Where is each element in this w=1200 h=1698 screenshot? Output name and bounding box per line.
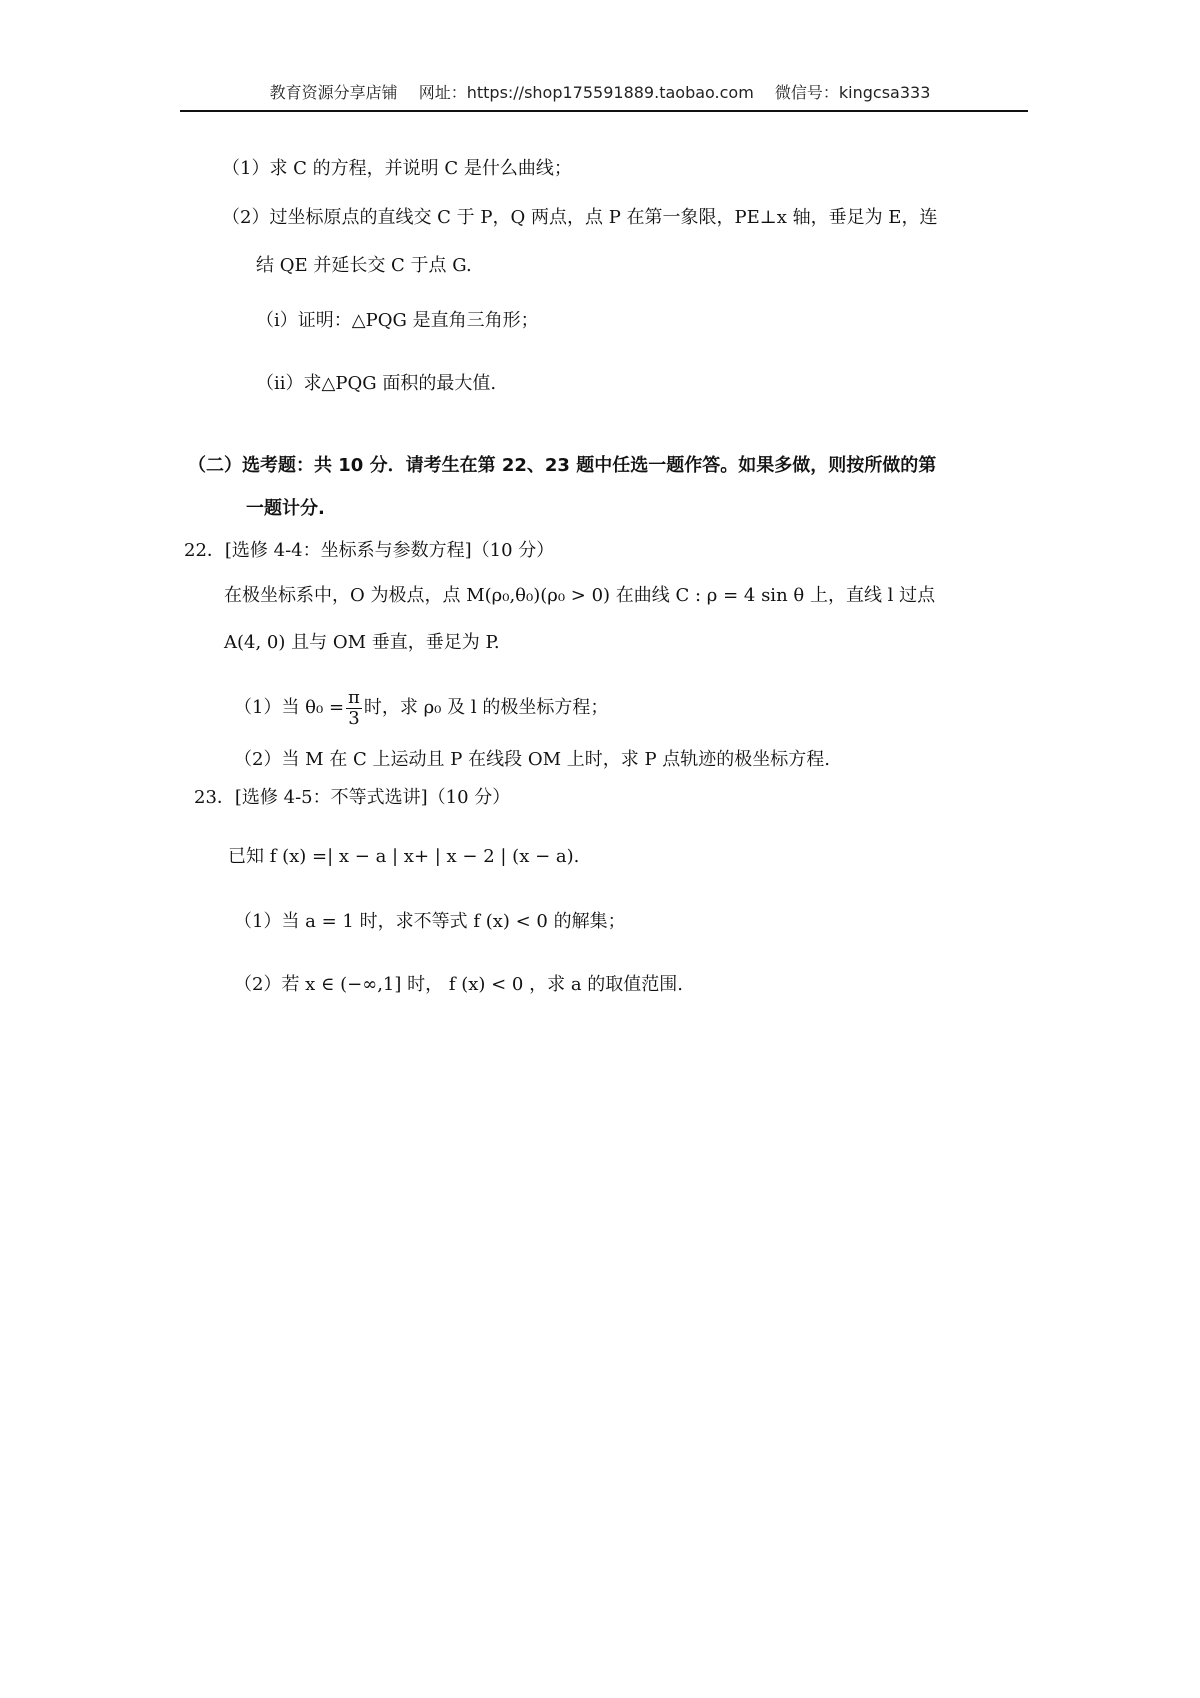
shop-name: 教育资源分享店铺 <box>269 83 398 102</box>
p22-part1-suffix: 时，求 ρ₀ 及 l 的极坐标方程； <box>363 697 609 718</box>
p22-stem-line2: A(4, 0) 且与 OM 垂直，垂足为 P. <box>224 632 500 653</box>
p21-part1: （1）求 C 的方程，并说明 C 是什么曲线； <box>222 158 572 179</box>
wechat-group <box>775 83 931 102</box>
p23-stem: 已知 f (x) =| x − a | x+ | x − 2 | (x − a). <box>228 846 580 867</box>
p21-sub-ii: （ii）求△PQG 面积的最大值. <box>256 373 497 394</box>
shop-url[interactable]: https://shop175591889.taobao.com <box>466 83 754 102</box>
url-group <box>419 83 754 102</box>
header-rule <box>180 110 1028 112</box>
p23-title: 23．[选修 4-5：不等式选讲]（10 分） <box>194 787 511 808</box>
p21-part2-line1: （2）过坐标原点的直线交 C 于 P，Q 两点，点 P 在第一象限，PE⊥x 轴，垂足为 E，连 <box>222 207 938 228</box>
section2-heading-line1: （二）选考题：共 10 分．请考生在第 22、23 题中任选一题作答。如果多做，则按所做的第 <box>188 455 937 476</box>
p21-sub-i: （i）证明：△PQG 是直角三角形； <box>256 310 539 331</box>
url-label: 网址： <box>418 83 467 102</box>
p21-part2-line2: 结 QE 并延长交 C 于点 G. <box>256 255 472 276</box>
section2-heading-line2: 一题计分. <box>246 498 325 519</box>
p22-part2: （2）当 M 在 C 上运动且 P 在线段 OM 上时，求 P 点轨迹的极坐标方程. <box>234 749 831 770</box>
p22-stem-line1: 在极坐标系中，O 为极点，点 M(ρ₀,θ₀)(ρ₀ > 0) 在曲线 C : ρ = 4 sin θ 上，直线 l 过点 <box>224 585 936 606</box>
fraction-numerator: π <box>348 686 360 708</box>
fraction-denominator: 3 <box>348 707 360 729</box>
p22-title: 22．[选修 4-4：坐标系与参数方程]（10 分） <box>184 540 555 561</box>
wechat-label: 微信号： <box>774 83 839 102</box>
pi-over-3-fraction <box>346 688 362 729</box>
wechat-id: kingcsa333 <box>838 83 931 102</box>
p22-part1 <box>234 686 608 730</box>
p22-part1-prefix: （1）当 θ₀ = <box>234 697 345 718</box>
p23-part1: （1）当 a = 1 时，求不等式 f (x) < 0 的解集； <box>234 911 626 932</box>
p23-part2: （2）若 x ∈ (−∞,1] 时， f (x) < 0 ，求 a 的取值范围. <box>234 974 684 995</box>
page-header <box>0 80 1200 103</box>
